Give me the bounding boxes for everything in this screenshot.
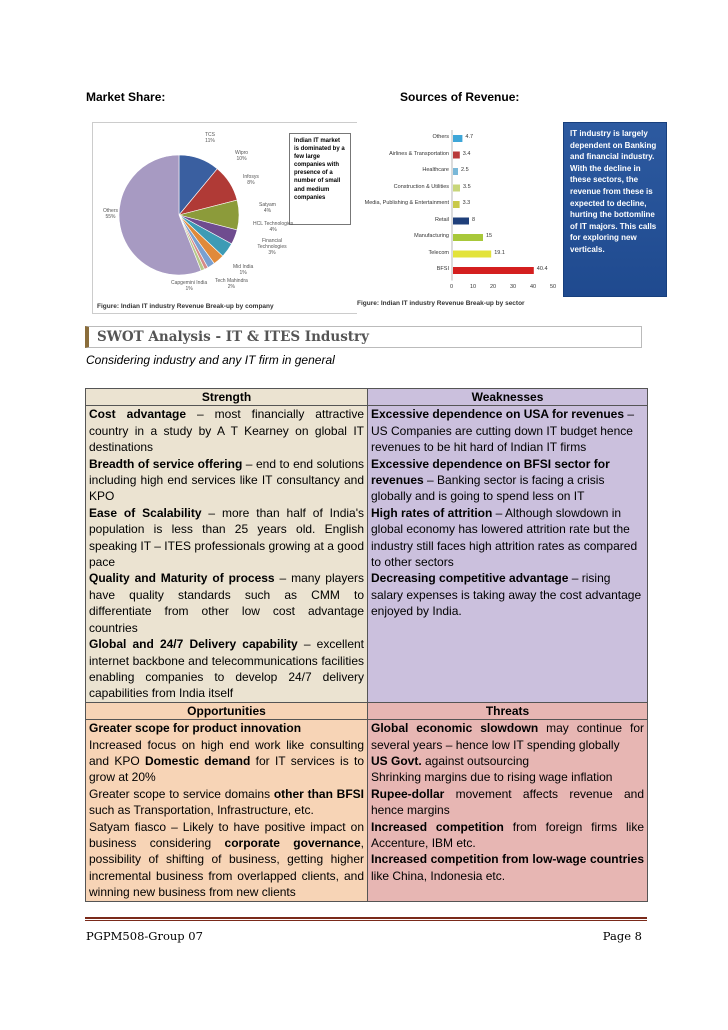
sources-of-revenue-heading: Sources of Revenue: [400, 90, 520, 104]
category-label: Others [432, 134, 449, 140]
value-label: 8 [472, 216, 476, 223]
category-label: Manufacturing [414, 233, 449, 239]
threat-item: Global economic slowdown may continue for several years – hence low IT spending globally [371, 721, 645, 752]
value-label: 19.1 [494, 249, 505, 256]
opportunity-item: Greater scope for product innovation [89, 721, 302, 736]
threat-item: US Govt. against outsourcing [371, 753, 530, 768]
value-label: 40.4 [536, 266, 548, 272]
x-tick-label: 50 [550, 283, 557, 290]
pie-callout: Indian IT market is dominated by a few large companies with presence of a number of small and medium companies [289, 133, 351, 225]
threat-item: Shrinking margins due to rising wage inflation [371, 770, 613, 785]
bar-caption: Figure: Indian IT industry Revenue Break-up by sector [357, 300, 525, 307]
opportunities-header: Opportunities [86, 702, 368, 719]
threats-cell [368, 720, 648, 901]
pie-label-capgemini: Capgemini India 1% [171, 280, 208, 292]
swot-subtitle: Considering industry and any IT firm in general [86, 353, 335, 367]
strength-item: Breadth of service offering – end to end solutions including high end services like IT consultancy and KPO [89, 456, 364, 504]
category-label: BFSI [436, 266, 449, 272]
category-label: Retail [434, 216, 449, 223]
pie-figure [92, 122, 366, 314]
revenue-callout: IT industry is largely dependent on Banking and financial industry. With the decline in these sectors, the revenue from these is expected to decline, hurting the bottomline of IT majors. This calls for exploring new verticals. [563, 122, 667, 297]
opportunities-cell [86, 720, 368, 901]
strengths-cell [86, 406, 368, 702]
swot-table [85, 388, 648, 902]
threats-header: Threats [368, 702, 648, 719]
value-label: 2.5 [461, 167, 469, 173]
threat-item: Increased competition from foreign firms like Accenture, IBM etc. [371, 819, 644, 850]
footer-rule-thin [85, 920, 647, 921]
weakness-item: Decreasing competitive advantage – rising salary expenses is taking away the cost advantage enjoyed by India. [371, 571, 642, 619]
value-label: 3.3 [462, 200, 471, 206]
swot-header-row-bottom [86, 702, 648, 719]
opportunity-item: Greater scope to service domains other than BFSI such as Transportation, Infrastructure, etc. [89, 786, 364, 818]
strength-item: Global and 24/7 Delivery capability – excellent internet backbone and telecommunications facilities enabling companies to develop 24/7 delivery capabilities from India itself [89, 637, 364, 701]
category-label: Media, Publishing & Entertainment [364, 200, 449, 206]
footer-rule [85, 917, 647, 919]
pie-caption: Figure: Indian IT industry Revenue Break-up by company [97, 303, 274, 310]
value-label: 3.4 [462, 150, 471, 157]
category-label: Healthcare [422, 167, 449, 173]
weakness-item: High rates of attrition – Although slowdown in global economy has lowered attrition rate but the industry still faces high attrition rates as compared to other sectors [371, 505, 638, 570]
x-tick-label: 30 [510, 283, 517, 290]
bar-figure [357, 122, 667, 320]
pie-label-tcs: TCS 11% [205, 132, 215, 144]
opportunity-item: Increased focus on high end work like consulting and KPO Domestic demand for IT services is to grow at 20% [89, 737, 365, 785]
x-tick-label: 0 [450, 283, 454, 290]
pie-label-infosys: Infosys 8% [243, 174, 259, 186]
pie-label-financial-tech: Financial Technologies 3% [257, 238, 287, 256]
weakness-item: Excessive dependence on USA for revenues – US Companies are cutting down IT budget hence revenues to be hit hard of Indian IT firms [371, 407, 635, 455]
x-tick-label: 20 [490, 283, 497, 290]
strength-item: Cost advantage – most financially attractive country in a study by A T Kearney on global IT destinations [89, 407, 364, 455]
pie-label-mid-india: Mid India 1% [233, 264, 254, 276]
footer-group: PGPM508-Group 07 [86, 929, 203, 943]
bar-chart-labels [357, 122, 563, 294]
pie-label-hcl: HCL Technologies 4% [253, 221, 294, 233]
weaknesses-cell [368, 406, 648, 702]
value-label: 4.7 [465, 134, 474, 140]
category-label: Construction & Utilities [393, 183, 449, 190]
swot-body-row-top [86, 406, 648, 702]
weakness-item: Excessive dependence on BFSI sector for revenues – Banking sector is facing a crisis globally and is going to spend less on IT [371, 456, 610, 504]
value-label: 15 [486, 233, 493, 239]
threat-item: Increased competition from low-wage countries like China, Indonesia etc. [371, 852, 644, 883]
pie-label-wipro: Wipro 10% [235, 150, 249, 162]
swot-header-row-top [86, 389, 648, 406]
category-label: Telecom [428, 249, 449, 256]
opportunity-item: Satyam fiasco – Likely to have positive impact on business considering corporate governance, possibility of shifting of business, getting higher incremental business from overlapped clients, and winning new business from new clients [89, 819, 364, 900]
pie-label-tech-mahindra: Tech Mahindra 2% [215, 278, 248, 290]
weakness-header: Weaknesses [368, 389, 648, 406]
swot-title: SWOT Analysis - IT & ITES Industry [85, 326, 642, 348]
threat-item: Rupee-dollar movement affects revenue and hence margins [371, 786, 644, 818]
pie-label-satyam: Satyam 4% [259, 202, 276, 214]
market-share-heading: Market Share: [86, 90, 166, 104]
strength-header: Strength [86, 389, 368, 406]
x-tick-label: 40 [530, 283, 537, 290]
value-label: 3.5 [463, 183, 471, 190]
x-tick-label: 10 [470, 283, 477, 290]
footer-page-number: Page 8 [602, 929, 642, 943]
category-label: Airlines & Transportation [389, 150, 449, 157]
strength-item: Quality and Maturity of process – many players have quality standards such as CMM to differentiate from other low cost advantage countries [89, 571, 364, 635]
swot-body-row-bottom [86, 720, 648, 901]
strength-item: Ease of Scalability – more than half of India's population is less than 25 years old. English speaking IT – ITES professionals growing at a good pace [89, 505, 364, 570]
pie-label-others: Others 55% [103, 208, 119, 220]
